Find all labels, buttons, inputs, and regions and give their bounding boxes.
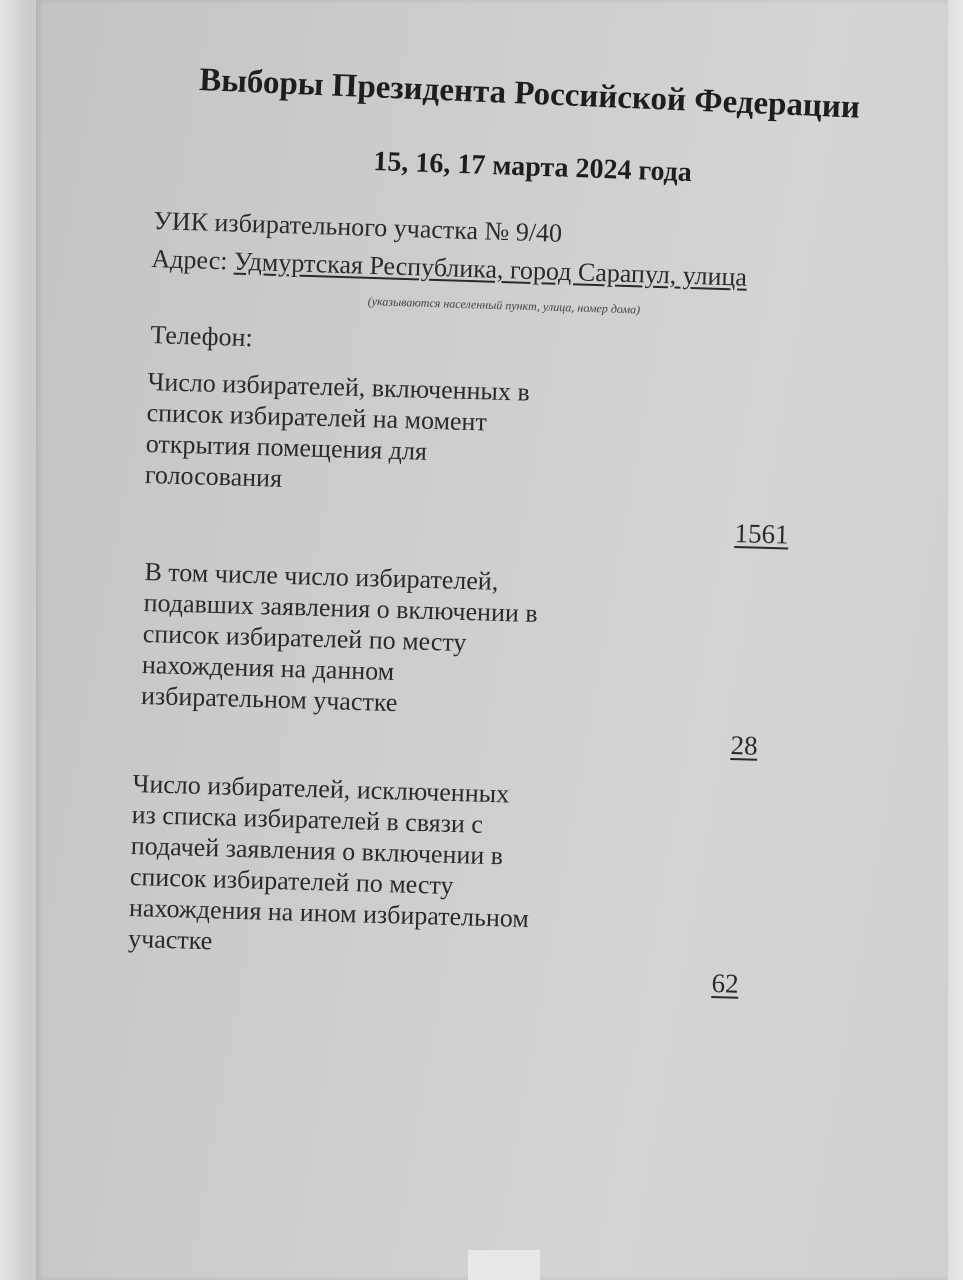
address-label: Адрес: [151,244,228,276]
stat-line: голосования [144,459,283,493]
election-date: 15, 16, 17 марта 2024 года [372,146,693,189]
stat-line: Число избирателей, исключенных [132,768,510,809]
stat-value-registered: 1561 [734,518,789,550]
stat-line: Число избирателей, включенных в [147,366,531,407]
stat-block-excluded [128,768,533,965]
stat-line: список избирателей по месту [129,861,454,900]
stat-value-excluded: 62 [711,968,739,999]
stat-line: нахождения на данном [141,649,395,686]
phone-label: Телефон: [150,320,254,353]
stat-line: избирательном участке [140,680,398,718]
stat-line: нахождения на ином избирательном [128,892,530,934]
stat-block-included [141,556,539,722]
uik-line: УИК избирательного участка № 9/40 [153,206,563,248]
document-title: Выборы Президента Российской Федерации [198,62,861,126]
stat-line: открытия помещения для [145,428,428,466]
stat-line: список избирателей по месту [142,618,467,658]
address-value: Удмуртская Республика, город Сарапул, улица [233,246,748,292]
stat-line: подачей заявления о включении в [130,830,504,871]
stat-line: подавших заявления о включении в [143,587,539,628]
stat-line: из списка избирателей в связи с [131,799,484,839]
stat-block-registered [145,366,531,501]
address-hint: (указываются населенный пункт, улица, номер дома) [367,294,641,317]
tape-strip [468,1250,540,1280]
stat-value-included: 28 [730,730,758,761]
stat-line: список избирателей на момент [146,397,488,437]
stat-line: участке [127,923,213,956]
stat-line: В том числе число избирателей, [144,556,499,596]
